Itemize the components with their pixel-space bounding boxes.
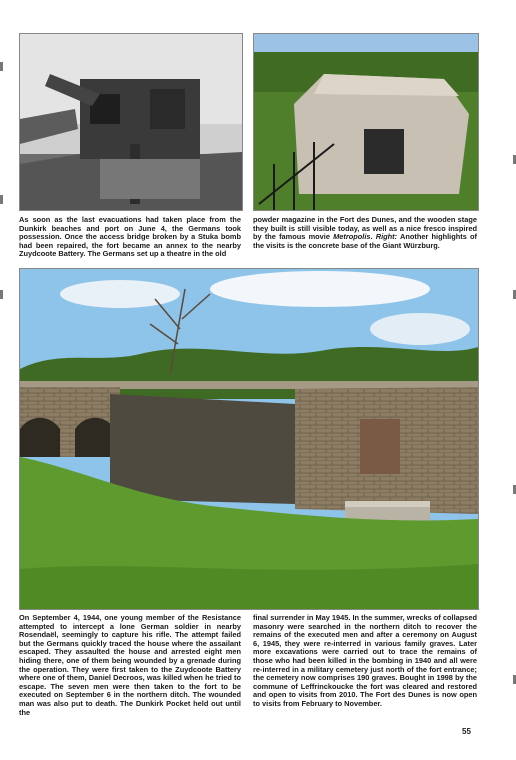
- photo-fort-ditch-masonry: [19, 268, 479, 610]
- caption-right-column: [253, 216, 477, 250]
- photo-concrete-wurzburg-base: [253, 33, 479, 211]
- edge-mark: [0, 62, 3, 71]
- edge-mark: [0, 290, 3, 299]
- caption-movie-title: Metropolis: [333, 232, 371, 242]
- body-text-right-column: final surrender in May 1945. In the summer, wrecks of collapsed masonry were searched in the northern ditch to recover the remains of the executed men and after a ceremony on August 6, 1945, they were re-interred in various family graves. Later more excavations were carried out to trace the remains of those who had been killed in the bombing in 1940 and all were re-interred in a military cemetery just north of the fort entrance; the cemetery now comprises 190 graves. Bought in 1998 by the commune of Leffrinckoucke the fort was cleared and restored and open to visits from 2010. The Fort des Dunes is now open to visits from February to November.: [253, 613, 477, 708]
- caption-left-column: As soon as the last evacuations had taken place from the Dunkirk beaches and port on June 4, the Germans took possession. Once the access bridge broken by a Stuka bomb had been repaired, the fort became an annex to the nearby Zuydcoote Battery. The Germans set up a theatre in the old: [19, 215, 241, 259]
- caption-right-label: Right:: [375, 232, 398, 242]
- edge-mark: [0, 195, 3, 204]
- body-text-left-column: On September 4, 1944, one young member of the Resistance attempted to intercept a lone German soldier in nearby Rosendaël, seemingly to capture his rifle. The attempt failed but the Germans quickly traced the house where the assailant escaped. They assaulted the house and arrested eight men hiding there, one of them being wounded by a grenade during the operation. They were first taken to the Zuydcoote Battery where one of them, Daniel Decroos, was killed when he tried to escape. The seven men were then taken to the fort to be executed on September 6 in the northern ditch. The wounded man was also put to death. The Dunkirk Pocket held out until the: [19, 613, 241, 717]
- caption-right-text-start: powder magazine in the Fort des Dunes, and the wooden stage they built is still visible today, as well as a nice fresco inspired by the famous movie: [253, 215, 477, 242]
- caption-right-text-mid: .: [370, 232, 376, 242]
- page-number: 55: [462, 727, 471, 736]
- photo-bw-wrecked-gun-position: [19, 33, 243, 211]
- caption-right-text-end: Another highlights of the visits is the concrete base of the Giant Würzburg.: [253, 232, 477, 250]
